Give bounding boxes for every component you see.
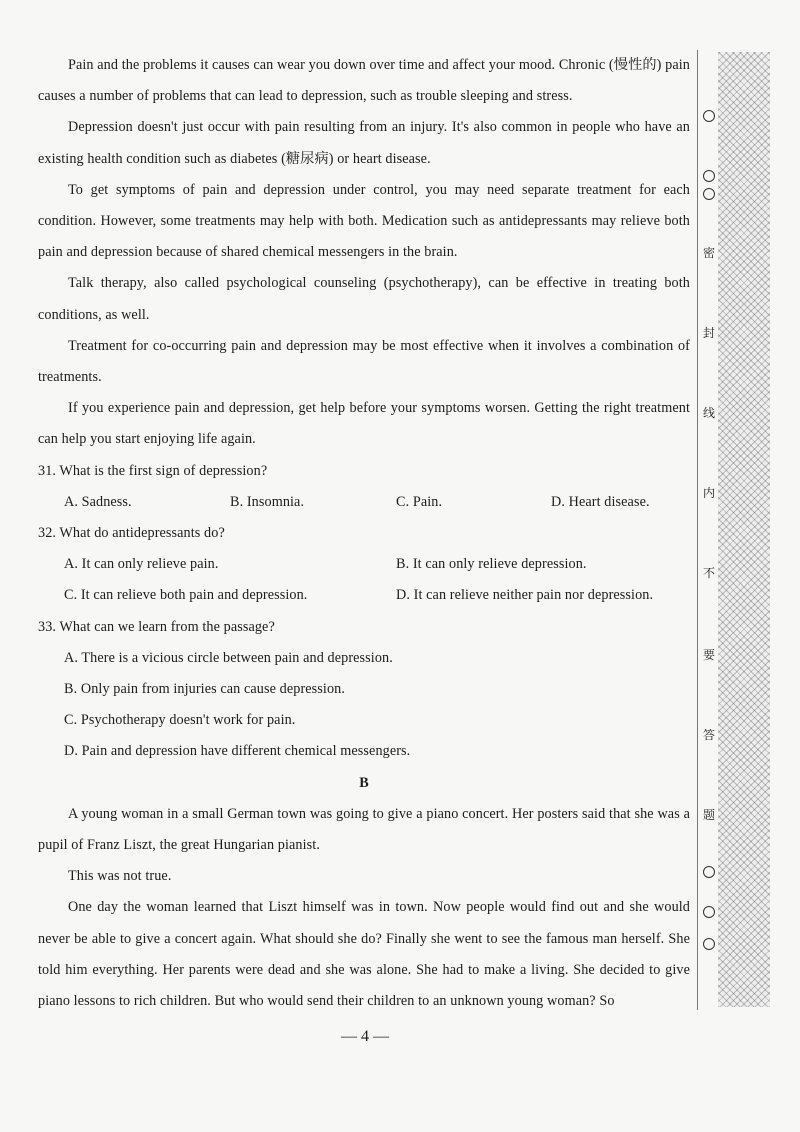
- question-33-stem: 33. What can we learn from the passage?: [38, 618, 275, 635]
- passage-a-paragraph-2: Depression doesn't just occur with pain resulting from an injury. It's also common in people who have an existing health condition such as diabetes (糖尿病) or heart disease.: [38, 119, 690, 167]
- passage-b-paragraph-1: A young woman in a small German town was going to give a piano concert. Her posters said that she was a pupil of Franz Liszt, the great Hungarian pianist.: [38, 805, 690, 854]
- question-33-option-d: D. Pain and depression have different chemical messengers.: [64, 743, 411, 760]
- question-32-option-c: C. It can relieve both pain and depression.: [64, 587, 308, 604]
- question-32-options-row-2: [38, 580, 690, 611]
- binding-circle-3: [702, 188, 716, 200]
- question-31-option-a: A. Sadness.: [64, 493, 132, 510]
- passage-b-paragraph-2: This was not true.: [68, 868, 172, 885]
- question-32-option-b: B. It can only relieve depression.: [396, 556, 587, 573]
- binding-char-da: 答: [702, 728, 715, 742]
- question-31-option-b: B. Insomnia.: [230, 493, 305, 510]
- binding-circle-4: [702, 866, 716, 878]
- binding-char-nei: 内: [702, 486, 715, 500]
- question-33-option-a: A. There is a vicious circle between pain and depression.: [64, 649, 393, 666]
- question-31-option-d: D. Heart disease.: [551, 493, 650, 510]
- question-33-option-b: B. Only pain from injuries can cause depression.: [64, 681, 345, 698]
- binding-char-mi: 密: [702, 246, 715, 260]
- question-33-option-c: C. Psychotherapy doesn't work for pain.: [64, 712, 296, 729]
- binding-circle-6: [702, 938, 716, 950]
- binding-char-yao: 要: [702, 648, 715, 662]
- binding-pattern-strip: [718, 52, 770, 1007]
- binding-char-xian: 线: [702, 406, 715, 420]
- page-number: — 4 —: [341, 1028, 389, 1045]
- binding-char-ti: 题: [702, 808, 715, 822]
- binding-circle-2: [702, 170, 716, 182]
- question-32-option-d: D. It can relieve neither pain nor depression.: [396, 587, 654, 604]
- binding-circle-1: [702, 110, 716, 122]
- question-32-options-row-1: [38, 549, 690, 580]
- question-31-stem: 31. What is the first sign of depression?: [38, 462, 268, 479]
- binding-char-feng: 封: [702, 326, 715, 340]
- page-content: [38, 50, 690, 1017]
- passage-b-paragraph-3: One day the woman learned that Liszt himself was in town. Now people would find out and she would never be able to give a concert again. What should she do? Finally she went to see the famous man herself. She told him everything. Her parents were dead and she was alone. She had to make a living. She decided to give piano lessons to rich children. But who would send their children to an unknown young woman? So: [38, 899, 690, 1010]
- binding-char-bu: 不: [702, 566, 715, 580]
- passage-a-paragraph-4: Talk therapy, also called psychological counseling (psychotherapy), can be effective in treating both conditions, as well.: [38, 275, 690, 323]
- binding-circle-5: [702, 906, 716, 918]
- passage-a-paragraph-3: To get symptoms of pain and depression under control, you may need separate treatment for each condition. However, some treatments may help with both. Medication such as antidepressants may relieve both pain and depression because of shared chemical messengers in the brain.: [38, 181, 690, 261]
- passage-a-paragraph-5: Treatment for co-occurring pain and depression may be most effective when it involves a combination of treatments.: [38, 337, 690, 386]
- question-32-stem: 32. What do antidepressants do?: [38, 525, 225, 542]
- binding-margin: [697, 50, 720, 1010]
- passage-a-paragraph-1: Pain and the problems it causes can wear you down over time and affect your mood. Chronic (慢性的) pain causes a number of problems that can lead to depression, such as trouble sleeping and stress.: [38, 57, 690, 105]
- question-31-options: [38, 487, 690, 518]
- question-31-option-c: C. Pain.: [396, 493, 443, 510]
- question-32-option-a: A. It can only relieve pain.: [64, 556, 219, 573]
- passage-a-paragraph-6: If you experience pain and depression, get help before your symptoms worsen. Getting the right treatment can help you start enjoying life again.: [38, 400, 690, 448]
- section-b-heading: B: [359, 774, 369, 791]
